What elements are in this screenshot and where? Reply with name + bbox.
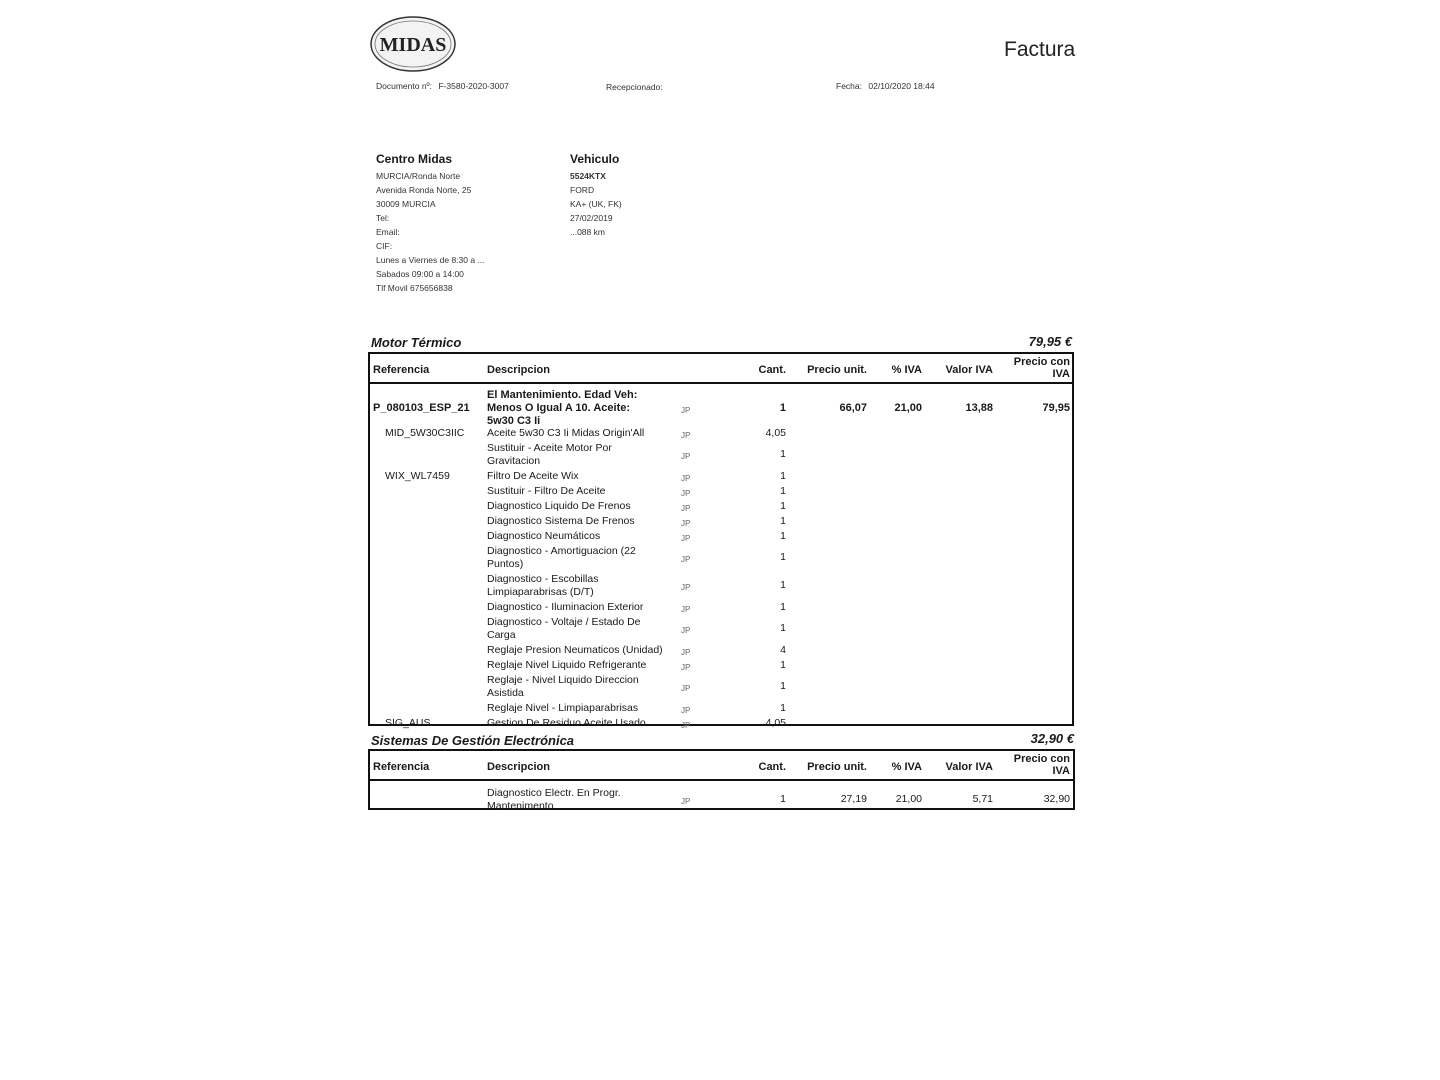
- precio-con-line2: IVA: [1052, 765, 1070, 777]
- row-desc: [487, 674, 677, 700]
- row-total: 32,90: [1043, 793, 1070, 805]
- vehicle-plate: 5524KTX: [570, 171, 606, 181]
- row-desc: [487, 787, 677, 813]
- row-cant: 1: [779, 402, 786, 414]
- desc-line: Puntos): [487, 558, 524, 570]
- row-tech: JP: [681, 489, 691, 498]
- desc-line: Diagnostico - Escobillas: [487, 573, 599, 585]
- row-tech: JP: [681, 555, 691, 564]
- row-desc: [487, 389, 677, 428]
- section-total-electronica: 32,90 €: [1030, 731, 1074, 746]
- desc-line: Reglaje Nivel Liquido Refrigerante: [487, 659, 647, 671]
- row-desc: [487, 616, 677, 642]
- section-title-motor: Motor Térmico: [371, 335, 462, 350]
- document-number: Documento nº: F-3580-2020-3007: [376, 81, 509, 91]
- precio-con-line1: Precio con: [1013, 753, 1070, 765]
- precio-con-line2: IVA: [1052, 368, 1070, 380]
- row-iva: 21,00: [894, 402, 922, 414]
- row-desc: [487, 545, 677, 571]
- row-ref: WIX_WL7459: [385, 470, 450, 482]
- precio-con-line1: Precio con: [1013, 356, 1070, 368]
- motor-table: [368, 352, 1074, 730]
- desc-line: Carga: [487, 629, 516, 641]
- column-header-valor-iva: Valor IVA: [945, 761, 993, 773]
- row-desc: [487, 485, 677, 498]
- row-cant: 1: [780, 622, 786, 634]
- row-desc: [487, 427, 677, 440]
- row-cant: 1: [780, 515, 786, 527]
- desc-line: Asistida: [487, 687, 524, 699]
- desc-line: Diagnostico - Amortiguacion (22: [487, 545, 636, 557]
- centro-line: Sabados 09:00 a 14:00: [376, 269, 464, 279]
- desc-line: Diagnostico Electr. En Progr.: [487, 787, 621, 799]
- row-cant: 1: [780, 680, 786, 692]
- row-tech: JP: [681, 583, 691, 592]
- row-ref: MID_5W30C3IIC: [385, 427, 465, 439]
- date: Fecha: 02/10/2020 18:44: [836, 81, 935, 91]
- centro-address: [376, 169, 556, 295]
- column-header-iva: % IVA: [891, 761, 922, 773]
- table-header: [370, 354, 1072, 384]
- row-ref: P_080103_ESP_21: [373, 402, 470, 414]
- row-cant: 1: [780, 448, 786, 460]
- column-header-precio-con-iva: [1000, 356, 1070, 380]
- row-cant: 1: [780, 659, 786, 671]
- row-desc: [487, 601, 677, 614]
- desc-line: 5w30 C3 Ii: [487, 415, 541, 427]
- centro-line: 30009 MURCIA: [376, 199, 436, 209]
- desc-line: Reglaje - Nivel Liquido Direccion: [487, 674, 639, 686]
- row-tech: JP: [681, 626, 691, 635]
- row-desc: [487, 500, 677, 513]
- column-header-precio-unit: Precio unit.: [807, 364, 867, 376]
- row-cant: 1: [780, 485, 786, 497]
- row-tech: JP: [681, 721, 691, 730]
- document-title: Factura: [1004, 38, 1076, 61]
- row-desc: [487, 717, 677, 730]
- row-tech: JP: [681, 474, 691, 483]
- vehiculo-line: ...088 km: [570, 227, 605, 237]
- centro-line: Lunes a Viernes de 8:30 a ...: [376, 255, 485, 265]
- vehiculo-line: FORD: [570, 185, 595, 195]
- logo-text: MIDAS: [379, 34, 447, 56]
- column-header-descripcion: Descripcion: [487, 761, 550, 773]
- row-cant: 1: [780, 702, 786, 714]
- column-header-cant: Cant.: [758, 364, 786, 376]
- desc-line: Gravitacion: [487, 455, 541, 467]
- row-iva: 21,00: [895, 793, 922, 805]
- vehicle-details: [570, 183, 710, 239]
- row-cant: 4: [780, 644, 786, 656]
- row-desc: [487, 702, 677, 715]
- row-desc: [487, 515, 677, 528]
- desc-line: Diagnostico Liquido De Frenos: [487, 500, 631, 512]
- table-header: [370, 751, 1073, 781]
- row-valor: 5,71: [972, 793, 993, 805]
- row-cant: 1: [780, 551, 786, 563]
- row-tech: JP: [681, 519, 691, 528]
- row-desc: [487, 442, 677, 468]
- row-desc: [487, 659, 677, 672]
- row-ref: SIG_AUS: [385, 717, 431, 729]
- column-header-iva: % IVA: [891, 364, 922, 376]
- section-total-motor: 79,95 €: [1028, 334, 1072, 349]
- vehiculo-title: Vehiculo: [570, 152, 620, 166]
- column-header-referencia: Referencia: [373, 364, 430, 376]
- electronica-table: [368, 749, 1075, 810]
- row-tech: JP: [681, 452, 691, 461]
- row-cant: 1: [780, 470, 786, 482]
- desc-line: Diagnostico Sistema De Frenos: [487, 515, 635, 527]
- desc-line: Filtro De Aceite Wix: [487, 470, 579, 482]
- row-tech: JP: [681, 605, 691, 614]
- centro-line: MURCIA/Ronda Norte: [376, 171, 461, 181]
- row-total: 79,95: [1042, 402, 1070, 414]
- vehiculo-line: 27/02/2019: [570, 213, 613, 223]
- column-header-valor-iva: Valor IVA: [945, 364, 993, 376]
- row-tech: JP: [681, 534, 691, 543]
- row-precio: 27,19: [840, 793, 867, 805]
- row-tech: JP: [681, 431, 691, 440]
- row-cant: 4,05: [765, 427, 786, 439]
- desc-line: Mantenimento: [487, 800, 554, 812]
- column-header-cant: Cant.: [758, 761, 786, 773]
- row-cant: 4,05: [765, 717, 786, 729]
- desc-line: Aceite 5w30 C3 Ii Midas Origin'All: [487, 427, 645, 439]
- row-desc: [487, 530, 677, 543]
- centro-line: Avenida Ronda Norte, 25: [376, 185, 472, 195]
- desc-line: Sustituir - Aceite Motor Por: [487, 442, 612, 454]
- row-cant: 1: [780, 793, 786, 805]
- centro-line: CIF:: [376, 241, 393, 251]
- row-tech: JP: [681, 648, 691, 657]
- row-desc: [487, 573, 677, 599]
- desc-line: Diagnostico - Iluminacion Exterior: [487, 601, 644, 613]
- centro-line: Tel:: [376, 213, 390, 223]
- recepcionado: Recepcionado:: [606, 82, 663, 92]
- row-tech: JP: [681, 504, 691, 513]
- row-cant: 1: [780, 579, 786, 591]
- row-tech: JP: [681, 797, 691, 806]
- row-tech: JP: [681, 684, 691, 693]
- desc-line: Diagnostico - Voltaje / Estado De: [487, 616, 641, 628]
- column-header-referencia: Referencia: [373, 761, 430, 773]
- row-cant: 1: [780, 530, 786, 542]
- desc-line: Sustituir - Filtro De Aceite: [487, 485, 606, 497]
- desc-line: Diagnostico Neumáticos: [487, 530, 601, 542]
- centro-line: Tlf Movil 675656838: [376, 283, 453, 293]
- desc-line: Gestion De Residuo Aceite Usado: [487, 717, 646, 729]
- column-header-precio-unit: Precio unit.: [807, 761, 867, 773]
- vehiculo-line: KA+ (UK, FK): [570, 199, 622, 209]
- row-precio: 66,07: [839, 402, 867, 414]
- column-header-precio-con-iva: [1000, 753, 1070, 777]
- desc-line: Menos O Igual A 10. Aceite:: [487, 402, 631, 414]
- row-tech: JP: [681, 663, 691, 672]
- desc-line: El Mantenimiento. Edad Veh:: [487, 389, 638, 401]
- section-title-electronica: Sistemas De Gestión Electrónica: [371, 733, 575, 748]
- desc-line: Limpiaparabrisas (D/T): [487, 586, 594, 598]
- row-tech: JP: [681, 406, 691, 415]
- midas-logo: [370, 15, 458, 73]
- row-cant: 1: [780, 500, 786, 512]
- column-header-descripcion: Descripcion: [487, 364, 550, 376]
- row-desc: [487, 470, 677, 483]
- centro-title: Centro Midas: [376, 152, 453, 166]
- row-cant: 1: [780, 601, 786, 613]
- centro-line: Email:: [376, 227, 400, 237]
- row-desc: [487, 644, 677, 657]
- row-valor: 13,88: [965, 402, 993, 414]
- desc-line: Reglaje Nivel - Limpiaparabrisas: [487, 702, 639, 714]
- desc-line: Reglaje Presion Neumaticos (Unidad): [487, 644, 663, 656]
- row-tech: JP: [681, 706, 691, 715]
